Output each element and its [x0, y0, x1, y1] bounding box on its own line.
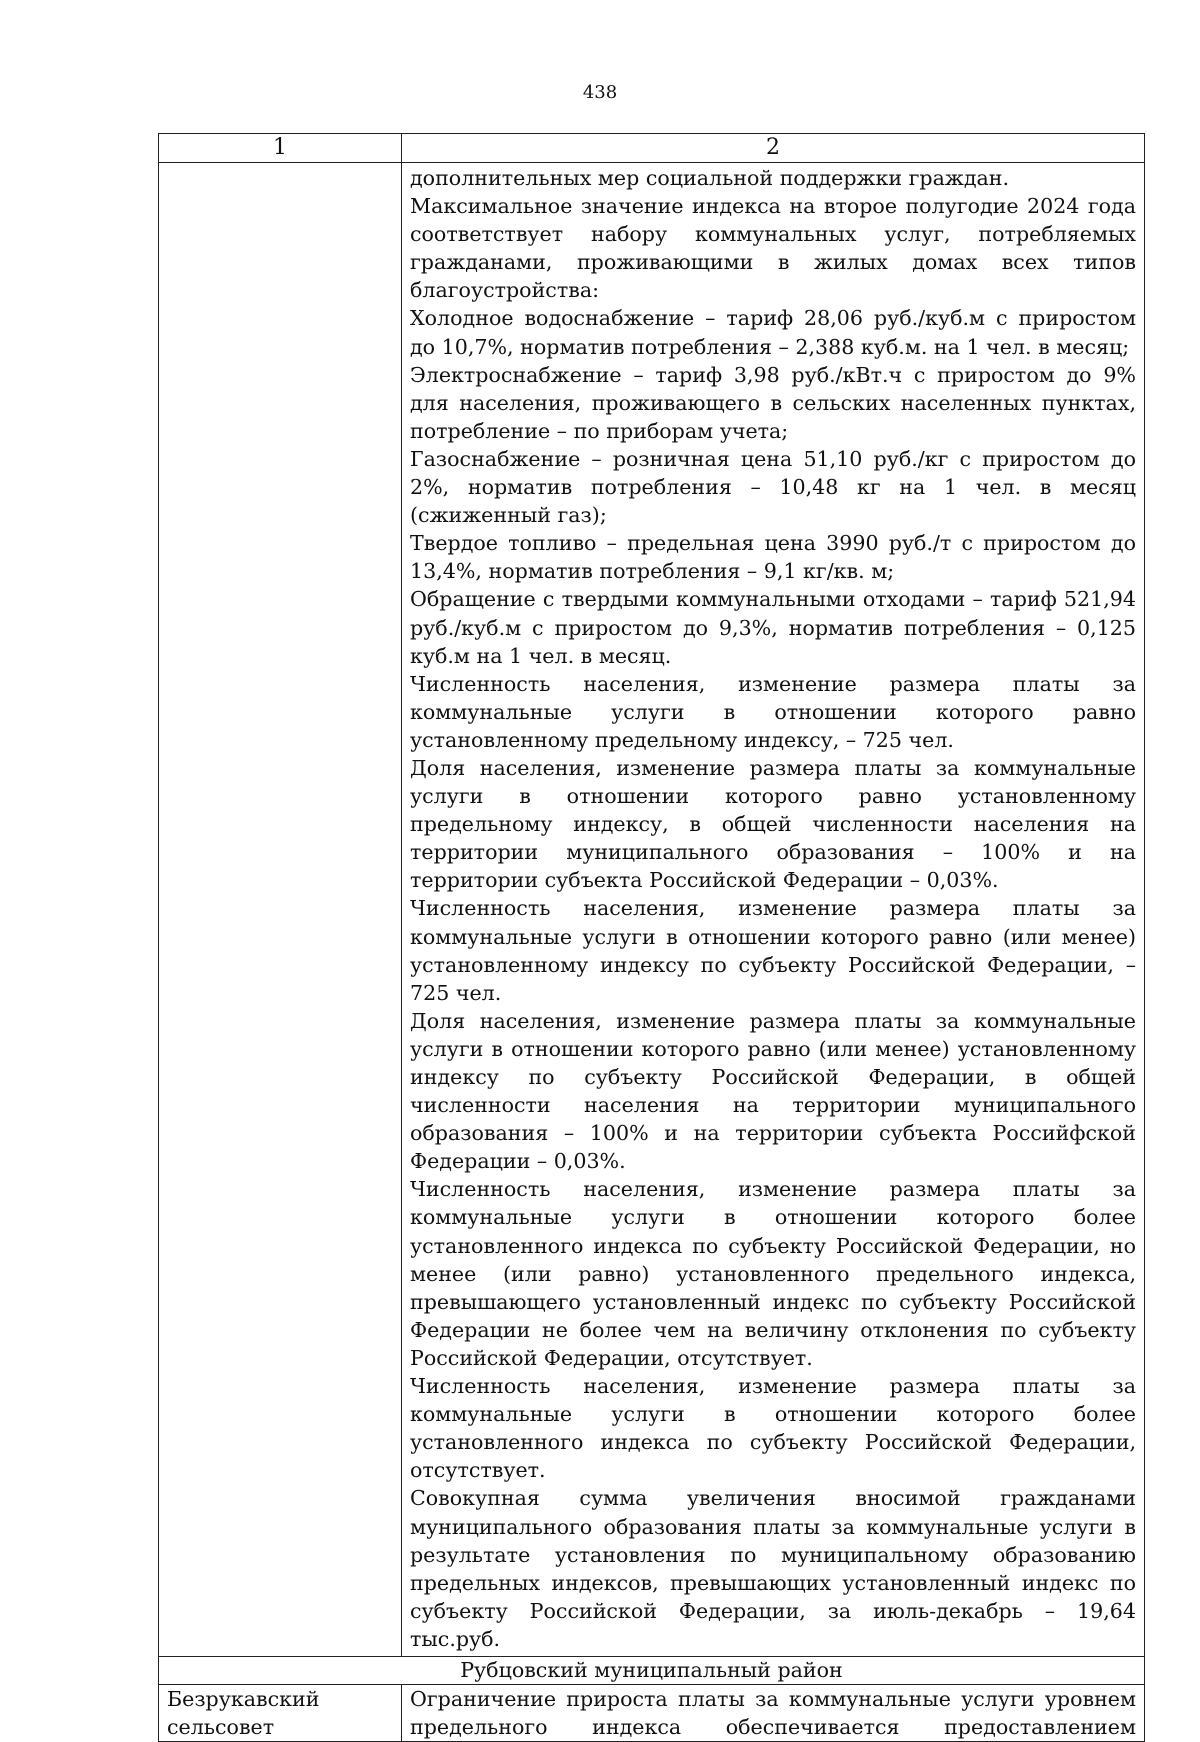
continuation-text-block — [410, 164, 1136, 1653]
settlement-text-line-1: Ограничение прироста платы за коммунальные услуги уровнем — [410, 1686, 1136, 1711]
paragraph: Численность населения, изменение размера платы за коммунальные услуги в отношении которого более установленного индекса по субъекту Российской Федерации, но менее (или равно) установленного предельного индекса, превышающего установленный индекс по субъекту Российской Федерации не более чем на величину отклонения по субъекту Российской Федерации, отсутствует. — [410, 1177, 1136, 1370]
page-number: 438 — [582, 82, 618, 103]
paragraph: Электроснабжение – тариф 3,98 руб./кВт.ч с приростом до 9% для населения, проживающего в сельских населенных пунктах, потребление – по приборам учета; — [410, 362, 1136, 443]
settlement-name-cell — [159, 1684, 402, 1741]
paragraph: Доля населения, изменение размера платы за коммунальные услуги в отношении которого равно (или менее) установленному индексу по субъекту Российской Федерации, в общей численности населения на территории муниципального образования – 100% и на территории субъекта Российфской Федерации – 0,03%. — [410, 1008, 1136, 1174]
empty-settlement-cell — [159, 163, 402, 1657]
settlement-text-cell — [402, 1684, 1145, 1741]
continuation-row — [159, 163, 1145, 1657]
paragraph: Обращение с твердыми коммунальными отходами – тариф 521,94 руб./куб.м с приростом до 9,3%, норматив потребления – 0,125 куб.м на 1 чел. в месяц. — [410, 587, 1136, 668]
settlement-name-line-1: Безрукавский — [167, 1686, 320, 1711]
paragraph: Твердое топливо – предельная цена 3990 руб./т с приростом до 13,4%, норматив потребления – 9,1 кг/кв. м; — [410, 531, 1136, 584]
column-header-2: 2 — [402, 134, 1145, 163]
paragraph: Холодное водоснабжение – тариф 28,06 руб./куб.м с приростом до 10,7%, норматив потребления – 2,388 куб.м. на 1 чел. в месяц; — [410, 306, 1136, 359]
paragraph: Доля населения, изменение размера платы за коммунальные услуги в отношении которого равно установленному предельному индексу, в общей численности населения на территории муниципального образования – 100% и на территории субъекта Российской Федерации – 0,03%. — [410, 755, 1136, 893]
settlement-name-line-2: сельсовет — [167, 1715, 275, 1740]
paragraph: Численность населения, изменение размера платы за коммунальные услуги в отношении которого равно (или менее) установленному индексу по субъекту Российской Федерации, – 725 чел. — [410, 896, 1136, 1005]
paragraph: Совокупная сумма увеличения вносимой гражданами муниципального образования платы за коммунальные услуги в результате установления по муниципальному образованию предельных индексов, превышающих установленный индекс по субъекту Российской Федерации, за июль-декабрь – 19,64 тыс.руб. — [410, 1486, 1136, 1651]
paragraph: Численность населения, изменение размера платы за коммунальные услуги в отношении которого равно установленному предельному индексу, – 725 чел. — [410, 671, 1136, 752]
paragraph: Газоснабжение – розничная цена 51,10 руб./кг с приростом до 2%, норматив потребления – 10,48 кг на 1 чел. в месяц (сжиженный газ); — [410, 446, 1136, 528]
paragraph: дополнительных мер социальной поддержки граждан. — [410, 166, 1010, 190]
tariff-index-table — [158, 133, 1145, 1742]
column-header-1: 1 — [159, 134, 402, 163]
paragraph: Численность населения, изменение размера платы за коммунальные услуги в отношении которого более установленного индекса по субъекту Российской Федерации, отсутствует. — [410, 1374, 1136, 1483]
settlement-text-line-2: предельного индекса обеспечивается предоставлением — [410, 1715, 1136, 1740]
continuation-text-cell — [402, 163, 1145, 1657]
settlement-row — [159, 1684, 1145, 1741]
region-row — [159, 1656, 1145, 1684]
table-header-row — [159, 134, 1145, 163]
paragraph: Максимальное значение индекса на второе полугодие 2024 года соответствует набору коммунальных услуг, потребляемых гражданами, проживающими в жилых домах всех типов благоустройства: — [410, 194, 1136, 303]
region-title: Рубцовский муниципальный район — [159, 1656, 1145, 1684]
